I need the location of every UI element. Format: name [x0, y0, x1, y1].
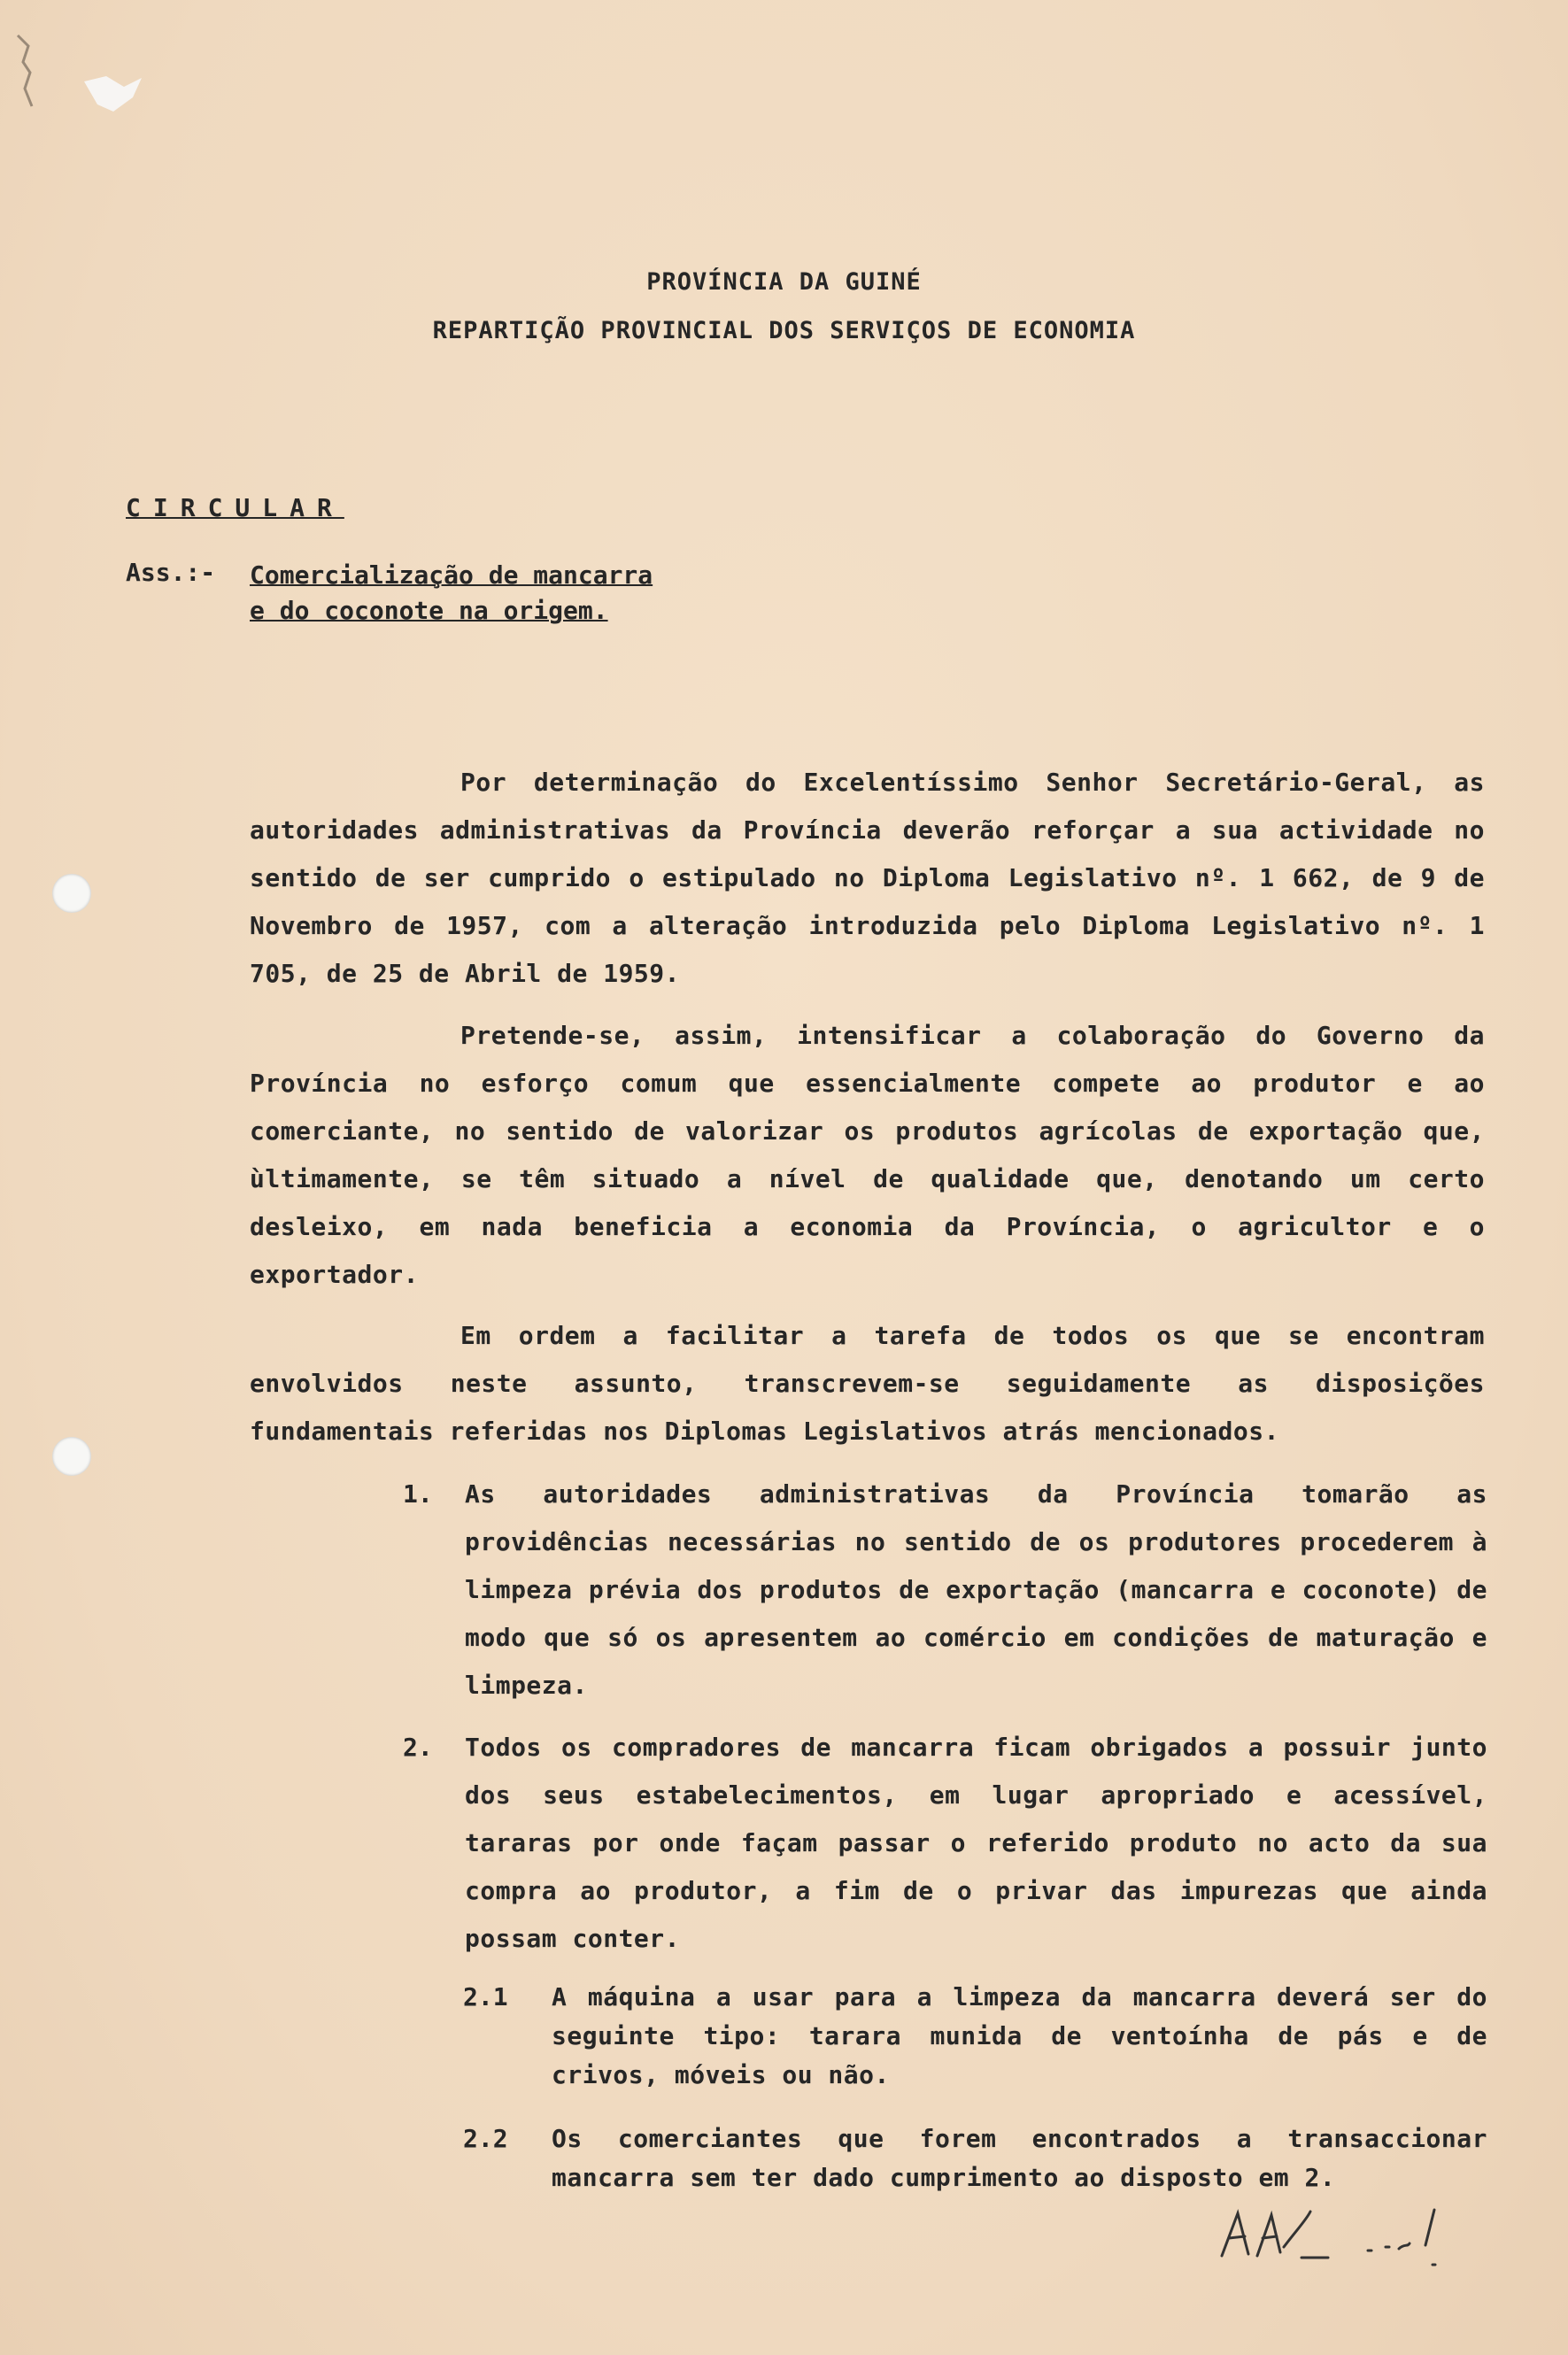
subject-text — [250, 558, 745, 629]
handwritten-initials — [1213, 2194, 1496, 2274]
subject-line-1: Comercialização de mancarra — [250, 560, 653, 590]
sub-item-number: 2.1 — [463, 1982, 508, 2011]
list-item-number: 2. — [403, 1733, 433, 1762]
torn-corner-mark — [0, 0, 168, 133]
sub-item-text: Os comerciantes que forem encontrados a transaccionar mancarra sem ter dado cumprimento ao disposto em 2. — [552, 2124, 1487, 2192]
sub-item-text: A máquina a usar para a limpeza da mancarra deverá ser do seguinte tipo: tarara munida de ventoínha de pás e de crivos, móveis ou não. — [552, 1982, 1487, 2089]
list-item-number: 1. — [403, 1479, 433, 1509]
header-department: REPARTIÇÃO PROVINCIAL DOS SERVIÇOS DE ECONOMIA — [432, 317, 1136, 344]
punch-hole-top — [52, 874, 91, 913]
header-province: PROVÍNCIA DA GUINÉ — [646, 268, 922, 296]
sub-item-number: 2.2 — [463, 2124, 508, 2153]
sub-item-2-1 — [463, 1978, 1487, 2095]
paragraph-2: Pretende-se, assim, intensificar a colaboração do Governo da Província no esforço comum que essencialmente compete ao produtor e ao comerciante, no sentido de valorizar os produtos agrícolas de exportação que, ùltimamente, se têm situado a nível de qualidade que, denotando um certo desleixo, em nada beneficia a economia da Província, o agricultor e o exportador. — [250, 1021, 1485, 1289]
subject-label: Ass.:- — [126, 558, 216, 587]
subject-line-2: e do coconote na origem. — [250, 596, 608, 625]
list-item-1 — [403, 1471, 1487, 1710]
list-item-text: Todos os compradores de mancarra ficam obrigados a possuir junto dos seus estabelecimentos, em lugar apropriado e acessível, tararas por onde façam passar o referido produto no acto da sua compra ao produtor, a fim de o privar das impurezas que ainda possam conter. — [465, 1733, 1487, 1953]
list-item-2 — [403, 1724, 1487, 1963]
circular-title: CIRCULAR — [126, 493, 344, 522]
paragraph-3: Em ordem a facilitar a tarefa de todos os que se encontram envolvidos neste assunto, transcrevem-se seguidamente as disposições fundamentais referidas nos Diplomas Legislativos atrás mencionados. — [250, 1321, 1485, 1446]
list-item-text: As autoridades administrativas da Província tomarão as providências necessárias no sentido de os produtores procederem à limpeza prévia dos produtos de exportação (mancarra e coconote) de modo que só os apresentem ao comércio em condições de maturação e limpeza. — [465, 1479, 1487, 1700]
sub-item-2-2 — [463, 2120, 1487, 2197]
punch-hole-bottom — [52, 1437, 91, 1476]
paragraph-1: Por determinação do Excelentíssimo Senhor Secretário-Geral, as autoridades administrativas da Província deverão reforçar a sua actividade no sentido de ser cumprido o estipulado no Diploma Legislativo nº. 1 662, de 9 de Novembro de 1957, com a alteração introduzida pelo Diploma Legislativo nº. 1 705, de 25 de Abril de 1959. — [250, 768, 1485, 988]
